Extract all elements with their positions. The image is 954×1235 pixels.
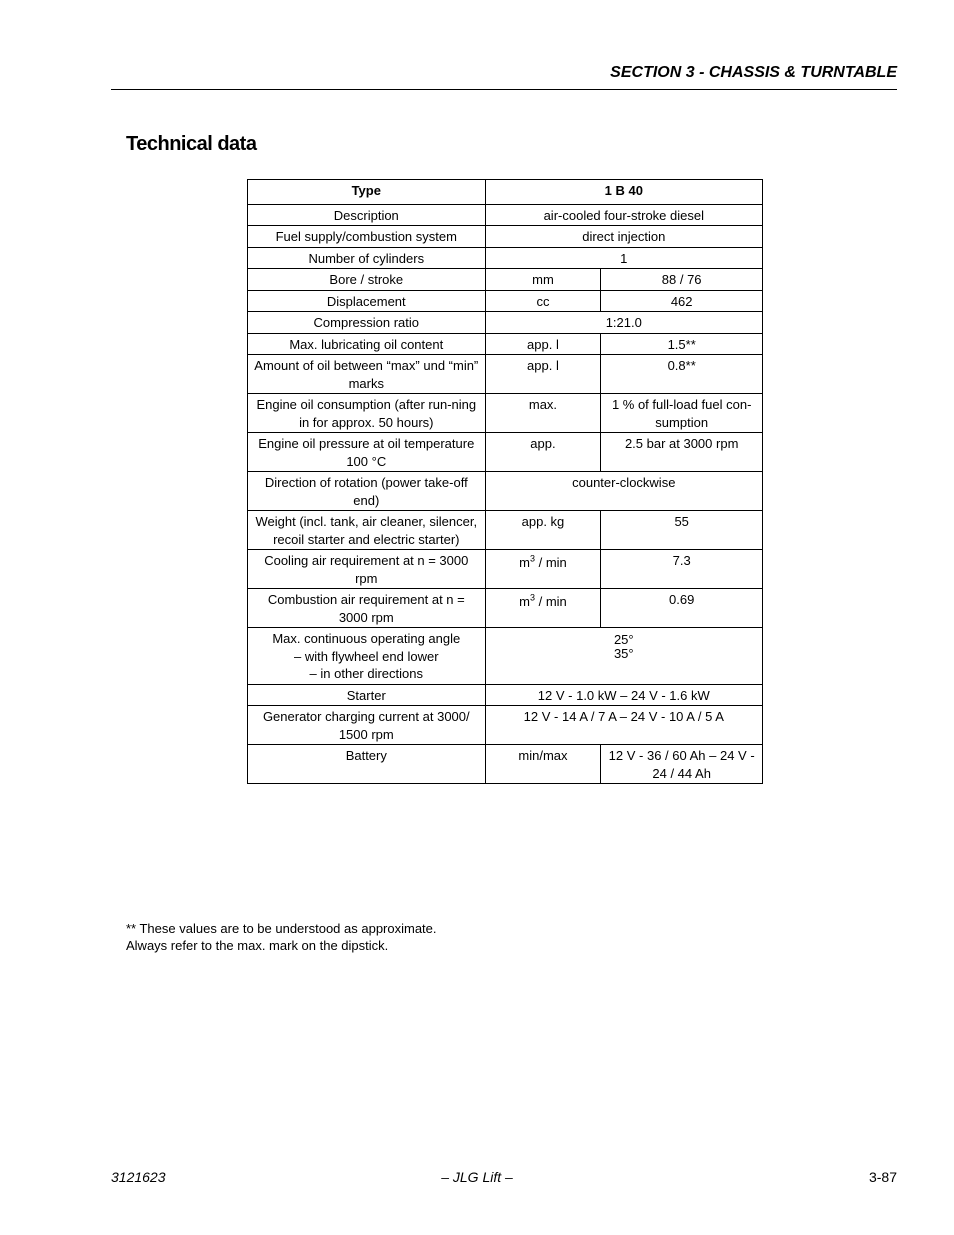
header-type-value: 1 B 40 bbox=[485, 180, 762, 205]
footnote-line: ** These values are to be understood as approximate. bbox=[126, 921, 437, 936]
row-value: 1:21.0 bbox=[485, 312, 762, 334]
row-value: 1.5** bbox=[601, 333, 763, 355]
header-type-label: Type bbox=[248, 180, 486, 205]
row-unit: mm bbox=[485, 269, 601, 291]
table-row bbox=[248, 204, 763, 226]
table-row bbox=[248, 706, 763, 745]
table-row bbox=[248, 269, 763, 291]
table-row bbox=[248, 472, 763, 511]
row-value: counter-clockwise bbox=[485, 472, 762, 511]
row-label: Max. continuous operating angle – with flywheel end lower – in other directions bbox=[248, 628, 486, 685]
row-value: 0.8** bbox=[601, 355, 763, 394]
table-row bbox=[248, 745, 763, 784]
row-value: 12 V - 36 / 60 Ah – 24 V - 24 / 44 Ah bbox=[601, 745, 763, 784]
row-label: Battery bbox=[248, 745, 486, 784]
row-label: Displacement bbox=[248, 290, 486, 312]
table-row bbox=[248, 226, 763, 248]
table-row bbox=[248, 247, 763, 269]
row-unit: max. bbox=[485, 394, 601, 433]
row-label: Combustion air requirement at n = 3000 rpm bbox=[248, 589, 486, 628]
footnote bbox=[126, 920, 437, 954]
row-value: 462 bbox=[601, 290, 763, 312]
row-value: 55 bbox=[601, 511, 763, 550]
row-value: 7.3 bbox=[601, 550, 763, 589]
header-divider bbox=[111, 89, 897, 90]
document-number: 3121623 bbox=[111, 1169, 166, 1185]
table-row bbox=[248, 355, 763, 394]
page-title: Technical data bbox=[126, 133, 257, 155]
row-value: 1 % of full-load fuel con-sumption bbox=[601, 394, 763, 433]
table-header-row bbox=[248, 180, 763, 205]
row-value: 88 / 76 bbox=[601, 269, 763, 291]
table-row bbox=[248, 333, 763, 355]
row-unit: cc bbox=[485, 290, 601, 312]
row-label: Description bbox=[248, 204, 486, 226]
row-value: 25° 35° bbox=[485, 628, 762, 685]
row-label: Cooling air requirement at n = 3000 rpm bbox=[248, 550, 486, 589]
page-number: 3-87 bbox=[868, 1169, 897, 1185]
row-label: Generator charging current at 3000/ 1500 rpm bbox=[248, 706, 486, 745]
row-label: Bore / stroke bbox=[248, 269, 486, 291]
table-row bbox=[248, 684, 763, 706]
row-value: 12 V - 1.0 kW – 24 V - 1.6 kW bbox=[485, 684, 762, 706]
table-row bbox=[248, 394, 763, 433]
row-value: air-cooled four-stroke diesel bbox=[485, 204, 762, 226]
row-value: 0.69 bbox=[601, 589, 763, 628]
row-label: Compression ratio bbox=[248, 312, 486, 334]
section-title: SECTION 3 - CHASSIS & TURNTABLE bbox=[610, 64, 897, 81]
row-value: direct injection bbox=[485, 226, 762, 248]
row-label: Fuel supply/combustion system bbox=[248, 226, 486, 248]
row-unit: app. bbox=[485, 433, 601, 472]
row-label: Direction of rotation (power take-off end) bbox=[248, 472, 486, 511]
row-label: Engine oil consumption (after run-ning in for approx. 50 hours) bbox=[248, 394, 486, 433]
table-row bbox=[248, 550, 763, 589]
row-label: Number of cylinders bbox=[248, 247, 486, 269]
table-row bbox=[248, 628, 763, 685]
row-label: Amount of oil between “max” und “min” marks bbox=[248, 355, 486, 394]
row-unit: app. kg bbox=[485, 511, 601, 550]
row-unit: app. l bbox=[485, 333, 601, 355]
row-label: Weight (incl. tank, air cleaner, silencer, recoil starter and electric starter) bbox=[248, 511, 486, 550]
row-value: 1 bbox=[485, 247, 762, 269]
table-row bbox=[248, 290, 763, 312]
row-unit: min/max bbox=[485, 745, 601, 784]
table-row bbox=[248, 511, 763, 550]
row-label: Starter bbox=[248, 684, 486, 706]
company-name: – JLG Lift – bbox=[441, 1169, 513, 1185]
row-value: 12 V - 14 A / 7 A – 24 V - 10 A / 5 A bbox=[485, 706, 762, 745]
row-label: Engine oil pressure at oil temperature 100 °C bbox=[248, 433, 486, 472]
table-row bbox=[248, 433, 763, 472]
table-row bbox=[248, 312, 763, 334]
row-label: Max. lubricating oil content bbox=[248, 333, 486, 355]
row-unit: $m^3$ / min bbox=[485, 589, 601, 628]
row-unit: $m^3$ / min bbox=[485, 550, 601, 589]
technical-data-table bbox=[247, 179, 763, 784]
row-value: 2.5 bar at 3000 rpm bbox=[601, 433, 763, 472]
row-unit: app. l bbox=[485, 355, 601, 394]
footnote-line: Always refer to the max. mark on the dipstick. bbox=[126, 938, 389, 953]
table-row bbox=[248, 589, 763, 628]
